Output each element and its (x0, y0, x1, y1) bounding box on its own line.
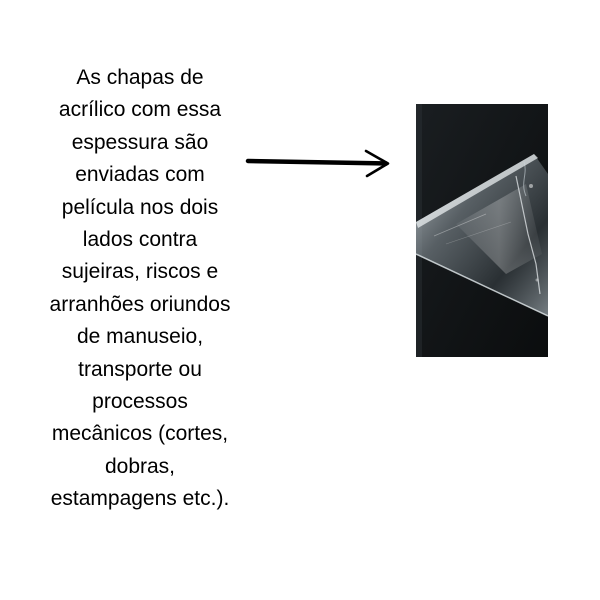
right-arrow-icon (244, 146, 394, 182)
description-text: As chapas de acrílico com essa espessura são enviadas com película nos dois lados contra sujeiras, riscos e arranhões oriundos de manuseio, transporte ou processos mecânicos (cortes, dobras, estampagens etc.). (49, 66, 231, 511)
acrylic-sheet-photo (416, 104, 548, 357)
